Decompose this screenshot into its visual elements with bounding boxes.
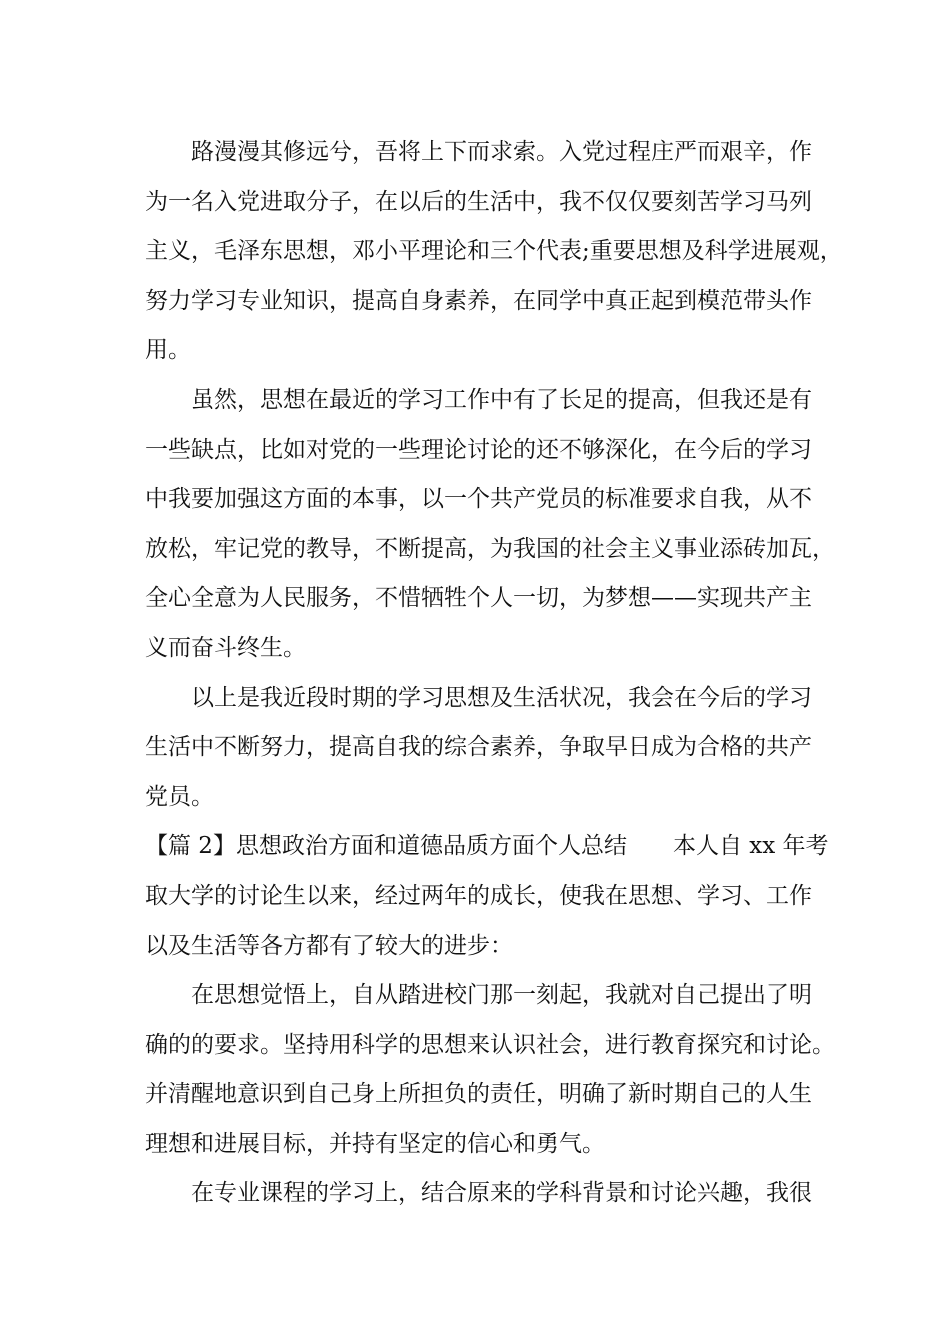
paragraph-line: 一些缺点，比如对党的一些理论讨论的还不够深化，在今后的学习 <box>145 436 812 463</box>
paragraph-line: 生活中不断努力，提高自我的综合素养，争取早日成为合格的共产 <box>145 734 812 761</box>
paragraph-line: 义而奋斗终生。 <box>145 634 306 661</box>
paragraph-line: 在专业课程的学习上，结合原来的学科背景和讨论兴趣，我很 <box>191 1180 812 1207</box>
paragraph-line: 为一名入党进取分子，在以后的生活中，我不仅仅要刻苦学习马列 <box>145 188 812 215</box>
paragraph-line: 用。 <box>145 337 191 364</box>
paragraph-line: 在思想觉悟上，自从踏进校门那一刻起，我就对自己提出了明 <box>191 982 812 1009</box>
paragraph-line: 努力学习专业知识，提高自身素养，在同学中真正起到模范带头作 <box>145 287 812 314</box>
paragraph-line: 理想和进展目标，并持有坚定的信心和勇气。 <box>145 1130 605 1157</box>
paragraph-line: 以上是我近段时期的学习思想及生活状况，我会在今后的学习 <box>191 684 812 711</box>
paragraph-line: 确的的要求。坚持用科学的思想来认识社会，进行教育探究和讨论。 <box>145 1031 835 1058</box>
paragraph-line: 中我要加强这方面的本事，以一个共产党员的标准要求自我，从不 <box>145 486 812 513</box>
paragraph-line: 放松，牢记党的教导，不断提高，为我国的社会主义事业添砖加瓦， <box>145 535 835 562</box>
section-heading-line: 【篇 2】思想政治方面和道德品质方面个人总结 本人自 xx 年考 <box>145 833 829 860</box>
paragraph-line: 路漫漫其修远兮，吾将上下而求索。入党过程庄严而艰辛，作 <box>191 139 812 165</box>
paragraph-line: 主义，毛泽东思想，邓小平理论和三个代表;重要思想及科学进展观， <box>145 238 843 265</box>
paragraph-line: 虽然，思想在最近的学习工作中有了长足的提高，但我还是有 <box>191 386 812 413</box>
paragraph-line: 取大学的讨论生以来，经过两年的成长，使我在思想、学习、工作 <box>145 882 812 909</box>
document-body <box>145 128 843 1219</box>
paragraph-line: 以及生活等各方都有了较大的进步： <box>145 932 513 959</box>
paragraph-line: 并清醒地意识到自己身上所担负的责任，明确了新时期自己的人生 <box>145 1081 812 1108</box>
paragraph-line: 全心全意为人民服务，不惜牺牲个人一切，为梦想——实现共产主 <box>145 585 812 612</box>
paragraph-line: 党员。 <box>145 783 214 810</box>
